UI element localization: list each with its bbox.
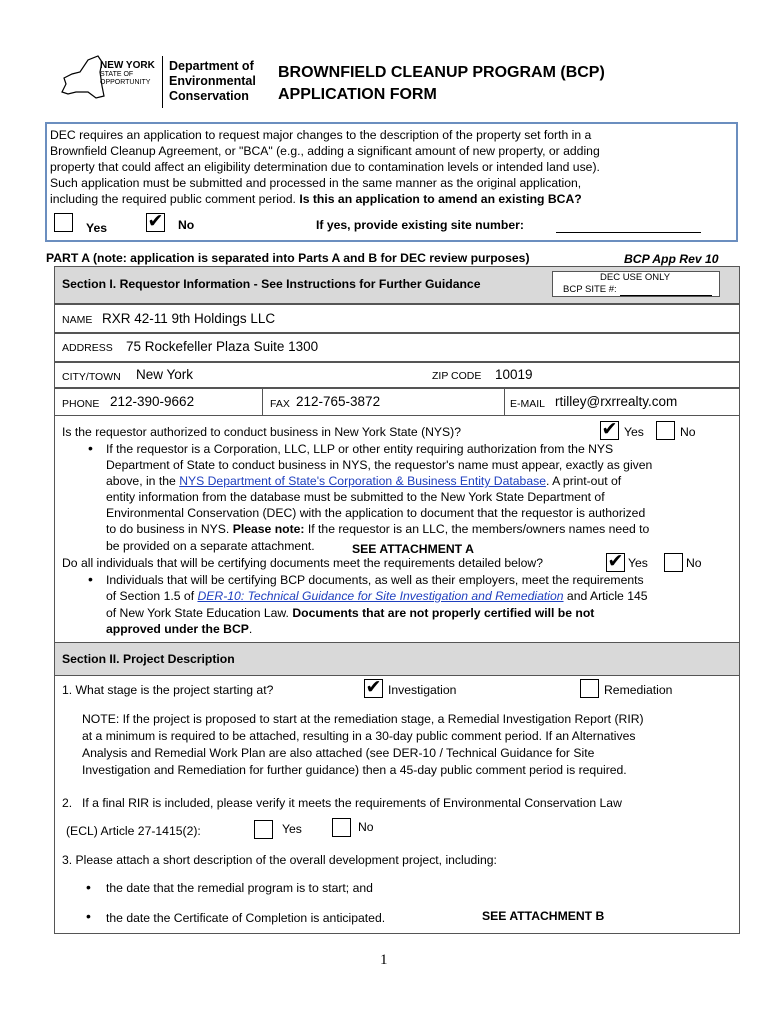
logo-dept-line2: Environmental xyxy=(169,74,256,88)
logo-text-line1: NEW YORK xyxy=(100,60,155,71)
intro-line3: property that could affect an eligibility determination due to contamination levels or intended land use). xyxy=(50,160,600,174)
remediation-checkbox[interactable] xyxy=(580,679,599,698)
logo-text-line3: OPPORTUNITY xyxy=(100,79,151,86)
bullet1-dot: • xyxy=(88,440,93,456)
q2-yes-checkbox[interactable] xyxy=(254,820,273,839)
bullet2-line1: Individuals that will be certifying BCP documents, as well as their employers, meet the requirements xyxy=(106,573,644,587)
form-title-line2: APPLICATION FORM xyxy=(278,86,437,103)
intro-line2: Brownfield Cleanup Agreement, or "BCA" (e.g., adding a significant amount of new property, or adding xyxy=(50,144,600,158)
q3-label: 3. Please attach a short description of the overall development project, including: xyxy=(62,853,497,867)
nys-yes-checkbox[interactable]: ✔ xyxy=(601,419,618,440)
zip-value[interactable]: 10019 xyxy=(495,367,533,382)
bullet2-line4 xyxy=(106,622,252,636)
name-label: NAME xyxy=(62,314,93,326)
bullet1-line5: Environmental Conservation (DEC) with the application to document that the requestor is authorized xyxy=(106,506,646,520)
name-value[interactable]: RXR 42-11 9th Holdings LLC xyxy=(102,311,276,326)
address-label: ADDRESS xyxy=(62,342,113,354)
email-value[interactable]: rtilley@rxrrealty.com xyxy=(555,394,678,409)
nys-yes-label: Yes xyxy=(624,425,644,439)
city-value[interactable]: New York xyxy=(136,367,194,382)
bullet2-line2-tail: and Article 145 xyxy=(563,589,648,603)
cert-warning-end: approved under the BCP xyxy=(106,622,249,636)
note-line1: NOTE: If the project is proposed to start at the remediation stage, a Remedial Investigation Report (RIR) xyxy=(82,712,644,726)
phone-label: PHONE xyxy=(62,398,100,410)
site-number-label: If yes, provide existing site number: xyxy=(316,218,524,232)
q2-number: 2. xyxy=(62,796,73,810)
form-title-line1: BROWNFIELD CLEANUP PROGRAM (BCP) xyxy=(278,64,605,81)
logo-text-line2: STATE OF xyxy=(100,71,134,78)
bullet1-line6 xyxy=(106,522,649,536)
email-label: E-MAIL xyxy=(510,398,546,410)
cert-yes-label: Yes xyxy=(628,556,648,570)
logo-dept-line3: Conservation xyxy=(169,89,249,103)
cert-yes-checkbox[interactable]: ✔ xyxy=(607,551,624,572)
dos-database-link[interactable]: NYS Department of State's Corporation & Business Entity Database xyxy=(179,474,546,488)
der10-link[interactable]: DER-10: Technical Guidance for Site Investigation and Remediation xyxy=(197,589,564,603)
dec-use-only-label: DEC USE ONLY xyxy=(600,272,671,283)
bullet1-line4: entity information from the database must be submitted to the New York State Department of xyxy=(106,490,605,504)
bullet1-line6-tail: If the requestor is an LLC, the members/owners names need to xyxy=(304,522,650,536)
q2-yes-label: Yes xyxy=(282,822,302,836)
cert-no-checkbox[interactable] xyxy=(664,553,683,572)
fax-label: FAX xyxy=(270,398,290,410)
logo-divider xyxy=(162,56,163,108)
cert-question: Do all individuals that will be certifying documents meet the requirements detailed below? xyxy=(62,556,543,570)
please-note-label: Please note: xyxy=(232,522,305,536)
amend-no-checkbox[interactable]: ✔ xyxy=(147,211,164,232)
intro-line1: DEC requires an application to request major changes to the description of the property set forth in a xyxy=(50,128,592,142)
intro-line5-text: including the required public comment period. xyxy=(50,192,300,206)
cert-warning: Documents that are not properly certified will be not xyxy=(292,606,595,620)
q3-bullet2-dot: • xyxy=(86,908,91,924)
investigation-label: Investigation xyxy=(388,683,457,697)
remediation-label: Remediation xyxy=(604,683,673,697)
bcp-site-label: BCP SITE #: xyxy=(563,284,617,295)
q2-no-checkbox[interactable] xyxy=(332,818,351,837)
bullet1-line7: be provided on a separate attachment. xyxy=(106,539,315,553)
bullet1-line3-text: above, in the xyxy=(106,474,180,488)
q3-bullet1: the date that the remedial program is to start; and xyxy=(106,881,373,895)
intro-line5 xyxy=(50,192,582,206)
see-attachment-a: SEE ATTACHMENT A xyxy=(352,542,474,556)
q2-line2: (ECL) Article 27-1415(2): xyxy=(66,824,201,838)
bullet1-line3 xyxy=(106,474,621,488)
address-value[interactable]: 75 Rockefeller Plaza Suite 1300 xyxy=(126,339,319,354)
nys-question: Is the requestor authorized to conduct business in New York State (NYS)? xyxy=(62,425,462,439)
part-a-title: PART A (note: application is separated into Parts A and B for DEC review purposes) xyxy=(46,251,530,265)
cert-warning-period: . xyxy=(248,622,253,636)
revision-label: BCP App Rev 10 xyxy=(624,252,719,266)
investigation-checkbox[interactable]: ✔ xyxy=(365,677,382,698)
bullet1-line6-text: to do business in NYS. xyxy=(106,522,233,536)
fax-email-divider xyxy=(504,388,505,416)
bullet2-dot: • xyxy=(88,571,93,587)
phone-value[interactable]: 212-390-9662 xyxy=(110,394,195,409)
intro-line4: Such application must be submitted and processed in the same manner as the original application, xyxy=(50,176,582,190)
q3-bullet2: the date the Certificate of Completion is anticipated. xyxy=(106,911,386,925)
phone-fax-divider xyxy=(262,388,263,416)
logo-dept-line1: Department of xyxy=(169,59,254,73)
bullet2-line3-text: of New York State Education Law. xyxy=(106,606,293,620)
amend-yes-label: Yes xyxy=(86,221,108,235)
zip-label: ZIP CODE xyxy=(432,370,482,382)
nys-no-checkbox[interactable] xyxy=(656,421,675,440)
fax-value[interactable]: 212-765-3872 xyxy=(296,394,381,409)
nys-no-label: No xyxy=(680,425,696,439)
q1-label: 1. What stage is the project starting at? xyxy=(62,683,274,697)
bullet1-line2: Department of State to conduct business in NYS, the requestor's name must appear, exactly as given xyxy=(106,458,653,472)
section2-title: Section II. Project Description xyxy=(62,652,235,666)
bullet2-line2-text: of Section 1.5 of xyxy=(106,589,198,603)
bullet1-line1: If the requestor is a Corporation, LLC, LLP or other entity requiring authorization from the NYS xyxy=(106,442,614,456)
bullet2-line2 xyxy=(106,589,648,603)
section1-title: Section I. Requestor Information - See Instructions for Further Guidance xyxy=(62,277,481,291)
q3-bullet1-dot: • xyxy=(86,879,91,895)
q2-label: If a final RIR is included, please verify it meets the requirements of Environmental Conservation Law xyxy=(82,796,622,810)
city-label: CITY/TOWN xyxy=(62,371,121,383)
bcp-site-field xyxy=(620,295,712,296)
note-line3: Analysis and Remedial Work Plan are also attached (see DER-10 / Technical Guidance for Site xyxy=(82,746,595,760)
bullet2-line3 xyxy=(106,606,594,620)
q2-no-label: No xyxy=(358,820,374,834)
page-number: 1 xyxy=(380,952,388,968)
note-line4: Investigation and Remediation for further guidance) then a 45-day public comment period is required. xyxy=(82,763,627,777)
see-attachment-b: SEE ATTACHMENT B xyxy=(482,909,605,923)
bullet1-line3-tail: . A print-out of xyxy=(545,474,622,488)
site-number-field[interactable] xyxy=(556,219,701,233)
amend-yes-checkbox[interactable] xyxy=(54,213,73,232)
amend-no-label: No xyxy=(178,218,195,232)
amend-question: Is this an application to amend an existing BCA? xyxy=(299,192,582,206)
note-line2: at a minimum is required to be attached, resulting in a 30-day public comment period. If an Alternatives xyxy=(82,729,636,743)
cert-no-label: No xyxy=(686,556,702,570)
